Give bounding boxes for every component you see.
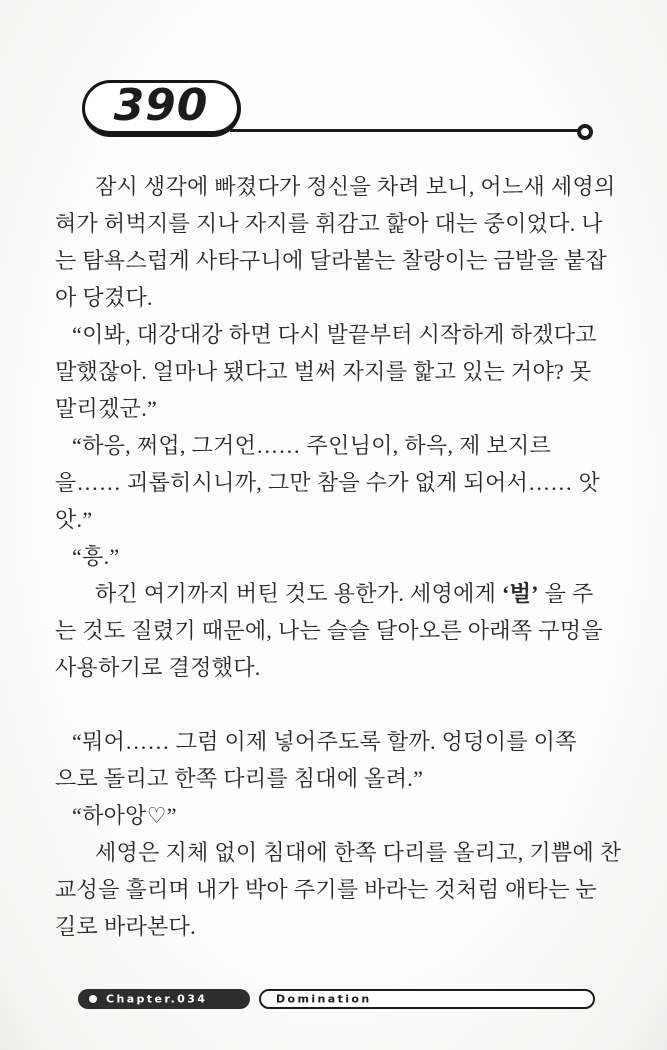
text-line (55, 575, 612, 612)
text-line: “뭐어…… 그럼 이제 넣어주도록 할까. 엉덩이를 이쪽 (72, 729, 577, 754)
text-segment: 하긴 여기까지 버틴 것도 용한가. 세영에게 (95, 581, 502, 606)
chapter-label: Chapter.034 (106, 992, 208, 1005)
footer-chapter-badge (78, 989, 250, 1009)
series-title-label: Domination (276, 992, 372, 1005)
text-line: “이봐, 대강대강 하면 다시 발끝부터 시작하게 하겠다고 (72, 322, 597, 347)
text-line: 아 당겼다. (55, 285, 153, 310)
footer-title-badge (259, 989, 595, 1009)
emphasized-term: ‘벌’ (502, 581, 539, 606)
text-line: 교성을 흘리며 내가 박아 주기를 바라는 것처럼 애타는 눈 (55, 877, 598, 902)
text-line: 사용하기로 결정했다. (55, 655, 261, 680)
text-line: “하응, 쩌업, 그거언…… 주인님이, 하윽, 제 보지르 (72, 433, 552, 458)
text-line: 으로 돌리고 한쪽 다리를 침대에 올려.” (55, 766, 424, 791)
text-line: 세영은 지체 없이 침대에 한쪽 다리를 올리고, 기쁨에 찬 (95, 840, 622, 865)
text-line: 혀가 허벅지를 지나 자지를 휘감고 핥아 대는 중이었다. 나 (55, 211, 603, 236)
text-line: 앗.” (55, 507, 93, 532)
body-text (55, 168, 622, 945)
text-line: 말했잖아. 얼마나 됐다고 벌써 자지를 핥고 있는 거야? 못 (55, 359, 592, 384)
text-line: 말리겠군.” (55, 396, 158, 421)
text-line: 는 것도 질렸기 때문에, 나는 슬슬 달아오른 아래쪽 구멍을 (55, 618, 603, 643)
text-line: 잠시 생각에 빠졌다가 정신을 차려 보니, 어느새 세영의 (95, 174, 616, 199)
bullet-icon (89, 995, 97, 1003)
text-line: 을…… 괴롭히시니까, 그만 참을 수가 없게 되어서…… 앗 (55, 470, 601, 495)
text-line: 길로 바라본다. (55, 914, 196, 939)
text-segment: 을 주 (538, 581, 594, 606)
page-number-badge (82, 80, 241, 137)
header-rule (230, 129, 582, 132)
text-line: “하아앙♡” (72, 803, 177, 828)
ring-icon (577, 124, 593, 140)
blank-line (55, 686, 612, 723)
text-line: 는 탐욕스럽게 사타구니에 달라붙는 찰랑이는 금발을 붙잡 (55, 248, 608, 273)
text-line: “흥.” (72, 544, 120, 569)
page-number: 390 (113, 79, 209, 131)
